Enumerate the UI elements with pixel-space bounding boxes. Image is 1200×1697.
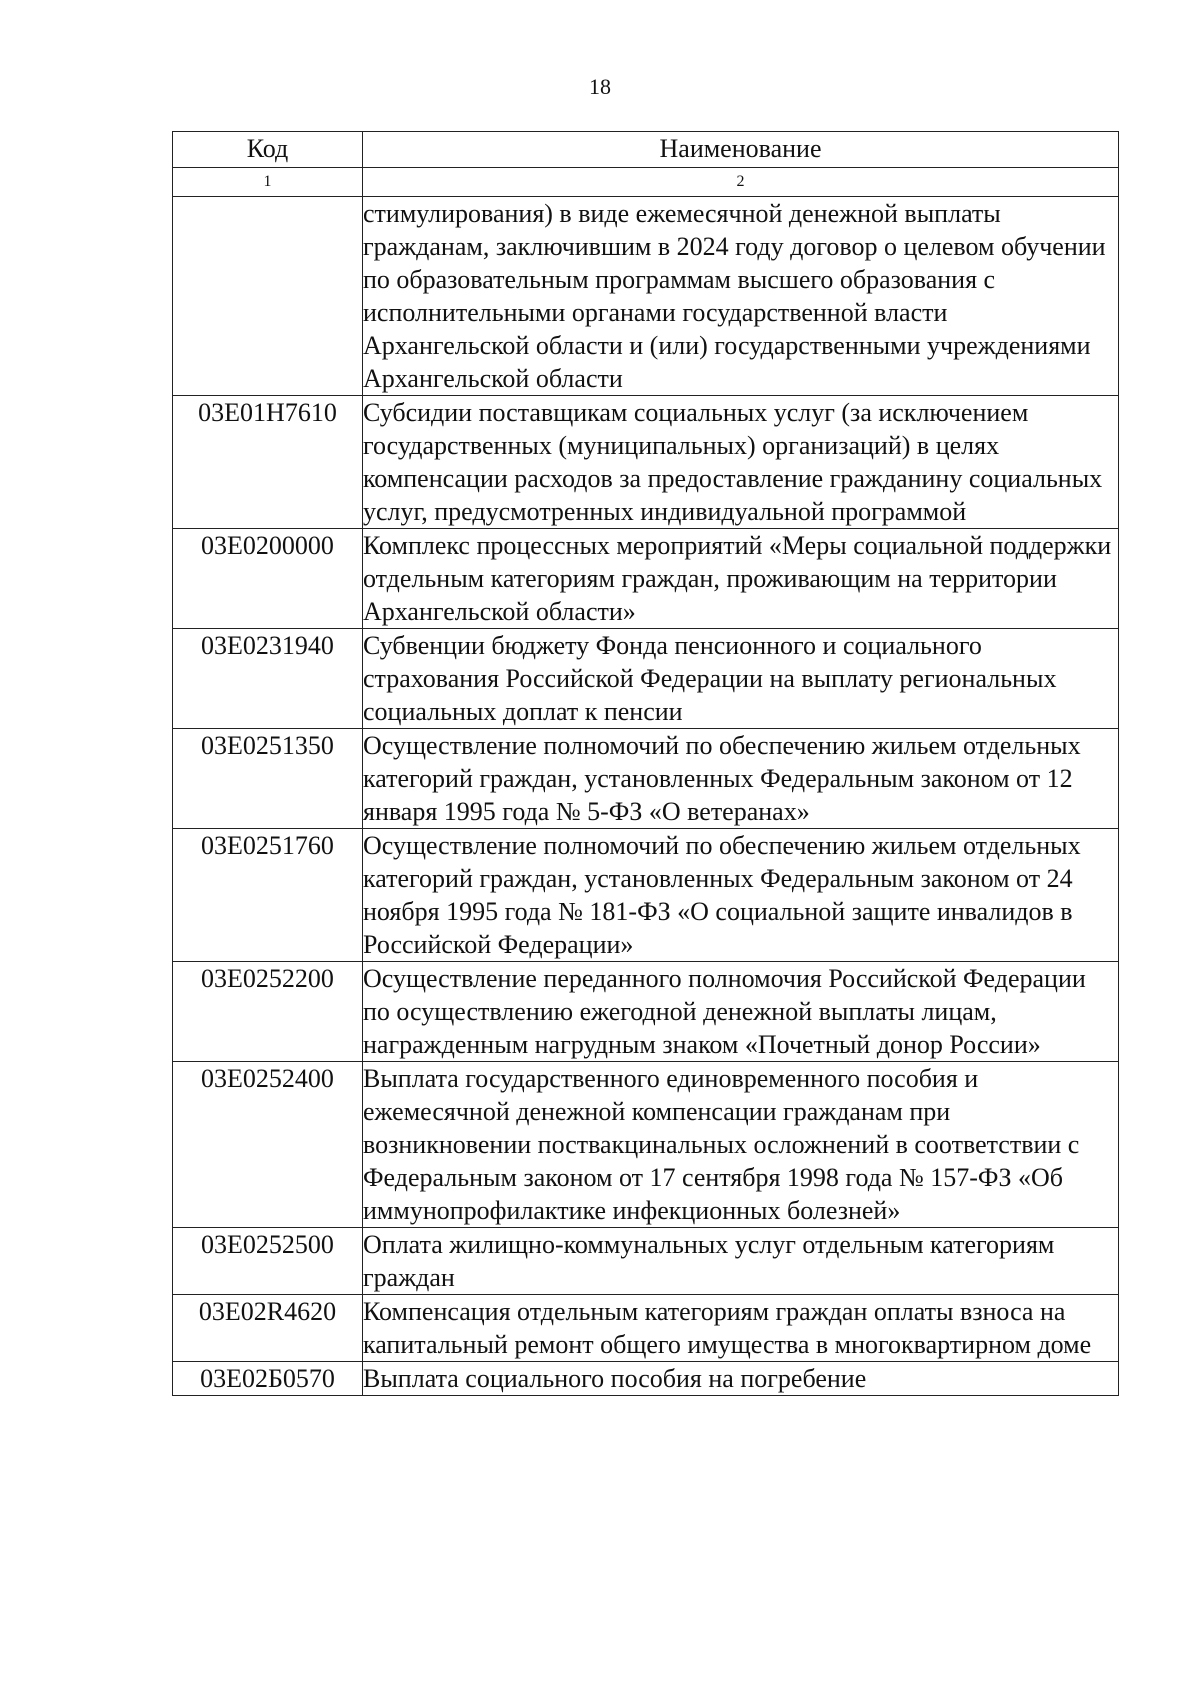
table-row xyxy=(173,629,1119,729)
row-code xyxy=(173,197,363,396)
row-name: Осуществление переданного полномочия Российской Федерации по осуществлению ежегодной денежной выплаты лицам, награжденным нагрудным знаком «Почетный донор России» xyxy=(363,962,1119,1062)
budget-code-table xyxy=(172,131,1119,1396)
table-row xyxy=(173,197,1119,396)
header-code: Код xyxy=(173,132,363,168)
row-code: 03Е0251350 xyxy=(173,729,363,829)
row-name: Субвенции бюджету Фонда пенсионного и социального страхования Российской Федерации на выплату региональных социальных доплат к пенсии xyxy=(363,629,1119,729)
page-number: 18 xyxy=(589,74,611,99)
row-name: стимулирования) в виде ежемесячной денежной выплаты гражданам, заключившим в 2024 году договор о целевом обучении по образовательным программам высшего образования с исполнительными органами государственной власти Архангельской области и (или) государственными учреждениями Архангельской области xyxy=(363,197,1119,396)
table-row xyxy=(173,829,1119,962)
table-row xyxy=(173,1228,1119,1295)
row-code: 03Е0200000 xyxy=(173,529,363,629)
row-name: Выплата социального пособия на погребение xyxy=(363,1362,1119,1396)
table-row xyxy=(173,1062,1119,1228)
row-name: Оплата жилищно-коммунальных услуг отдельным категориям граждан xyxy=(363,1228,1119,1295)
row-code: 03Е0252400 xyxy=(173,1062,363,1228)
row-name: Комплекс процессных мероприятий «Меры социальной поддержки отдельным категориям граждан, проживающим на территории Архангельской области» xyxy=(363,529,1119,629)
header-row xyxy=(173,132,1119,168)
row-code: 03Е0251760 xyxy=(173,829,363,962)
column-number-2: 2 xyxy=(363,168,1119,197)
row-code: 03Е0252500 xyxy=(173,1228,363,1295)
table-row xyxy=(173,1362,1119,1396)
table-row xyxy=(173,962,1119,1062)
header-name: Наименование xyxy=(363,132,1119,168)
row-name: Субсидии поставщикам социальных услуг (за исключением государственных (муниципальных) организаций) в целях компенсации расходов за предоставление гражданину социальных услуг, предусмотренных индивидуальной программой xyxy=(363,396,1119,529)
column-number-row xyxy=(173,168,1119,197)
row-code: 03Е01Н7610 xyxy=(173,396,363,529)
row-code: 03Е0231940 xyxy=(173,629,363,729)
table-row xyxy=(173,1295,1119,1362)
table-row xyxy=(173,729,1119,829)
row-code: 03Е02Б0570 xyxy=(173,1362,363,1396)
row-code: 03Е0252200 xyxy=(173,962,363,1062)
row-name: Компенсация отдельным категориям граждан оплаты взноса на капитальный ремонт общего имущества в многоквартирном доме xyxy=(363,1295,1119,1362)
row-name: Выплата государственного единовременного пособия и ежемесячной денежной компенсации гражданам при возникновении поствакцинальных осложнений в соответствии с Федеральным законом от 17 сентября 1998 года № 157-ФЗ «Об иммунопрофилактике инфекционных болезней» xyxy=(363,1062,1119,1228)
table-row xyxy=(173,396,1119,529)
table-row xyxy=(173,529,1119,629)
row-name: Осуществление полномочий по обеспечению жильем отдельных категорий граждан, установленных Федеральным законом от 12 января 1995 года № 5-ФЗ «О ветеранах» xyxy=(363,729,1119,829)
column-number-1: 1 xyxy=(173,168,363,197)
row-code: 03Е02R4620 xyxy=(173,1295,363,1362)
row-name: Осуществление полномочий по обеспечению жильем отдельных категорий граждан, установленных Федеральным законом от 24 ноября 1995 года № 181-ФЗ «О социальной защите инвалидов в Российской Федерации» xyxy=(363,829,1119,962)
